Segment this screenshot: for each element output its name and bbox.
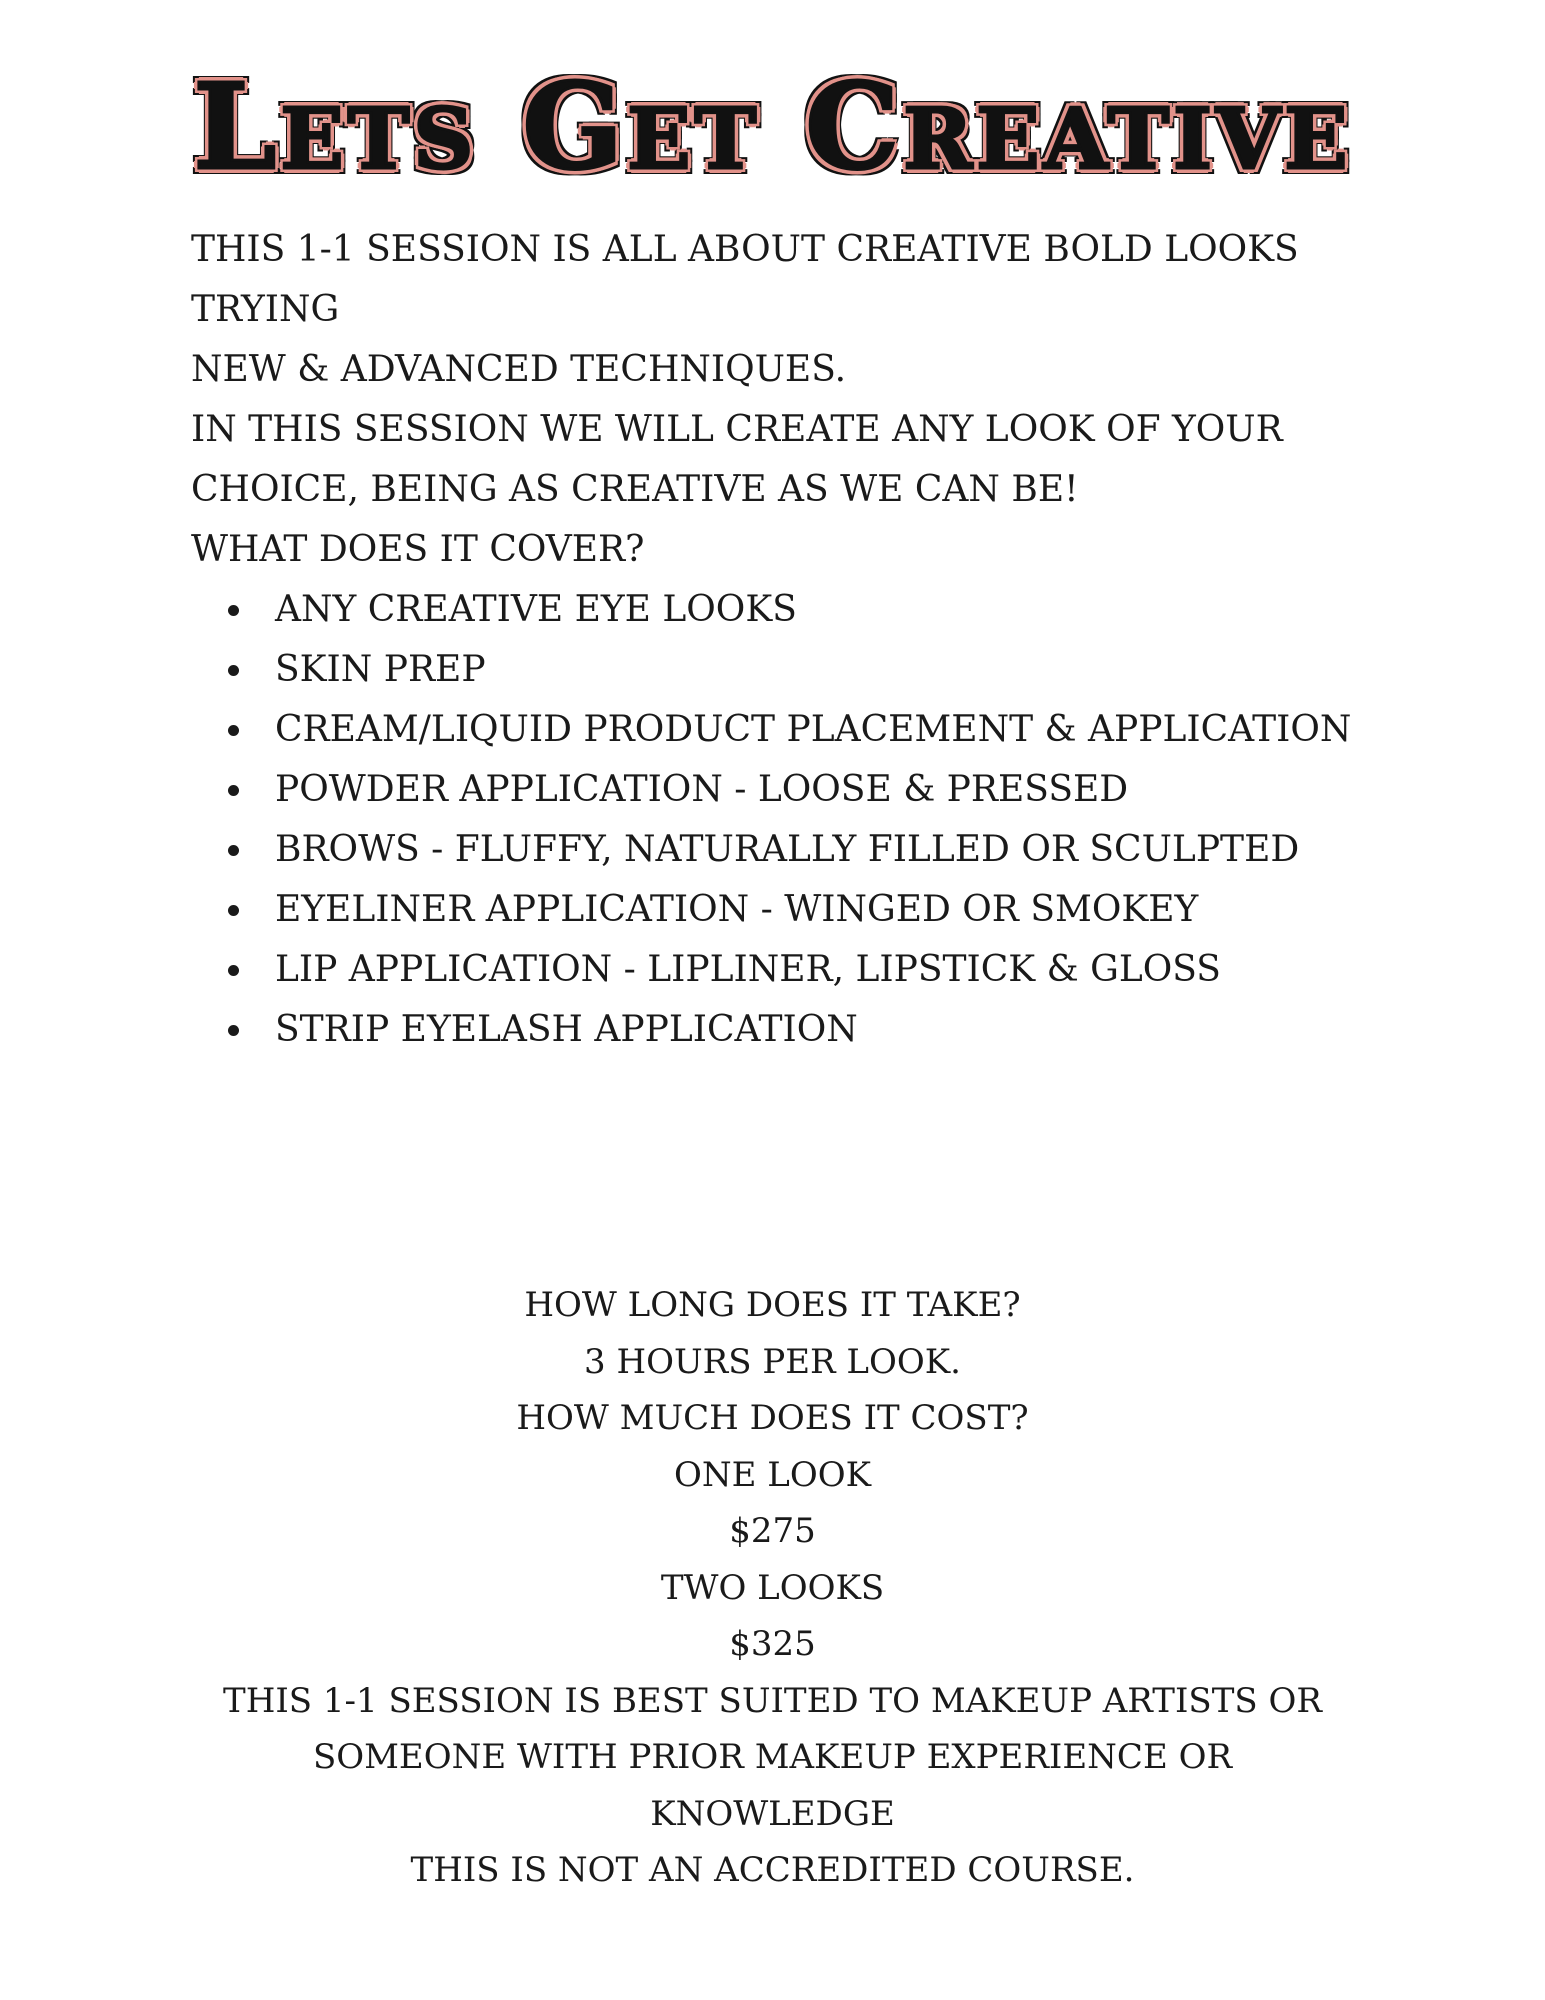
one-look-price: $275	[729, 1511, 816, 1551]
list-item	[275, 1000, 1371, 1060]
list-item	[275, 880, 1371, 940]
details-section	[0, 1277, 1545, 1899]
list-item	[275, 580, 1371, 640]
cover-list	[191, 580, 1371, 1060]
bullet-icon	[228, 665, 239, 676]
title-block	[0, 57, 1545, 196]
page-title: Lets Get Creative	[193, 57, 1352, 196]
list-item-text: STRIP EYELASH APPLICATION	[275, 1009, 858, 1050]
cost-question: HOW MUCH DOES IT COST?	[516, 1398, 1029, 1438]
intro-line: THIS 1-1 SESSION IS ALL ABOUT CREATIVE BOLD LOOKS	[191, 229, 1299, 270]
two-looks-label: TWO LOOKS	[660, 1567, 885, 1608]
list-item	[275, 760, 1371, 820]
list-item	[275, 640, 1371, 700]
intro-line: IN THIS SESSION WE WILL CREATE ANY LOOK OF YOUR	[191, 409, 1283, 450]
intro-line: TRYING	[191, 289, 340, 330]
list-item	[275, 820, 1371, 880]
duration-question: HOW LONG DOES IT TAKE?	[524, 1285, 1021, 1325]
suitability-line: THIS 1-1 SESSION IS BEST SUITED TO MAKEUP ARTISTS OR	[223, 1680, 1322, 1721]
list-item-text: SKIN PREP	[275, 649, 486, 690]
suitability-line: SOMEONE WITH PRIOR MAKEUP EXPERIENCE OR	[312, 1737, 1233, 1777]
list-item-text: EYELINER APPLICATION - WINGED OR SMOKEY	[275, 889, 1199, 930]
one-look-label: ONE LOOK	[674, 1454, 871, 1495]
list-item-text: ANY CREATIVE EYE LOOKS	[275, 589, 797, 630]
list-item-text: CREAM/LIQUID PRODUCT PLACEMENT & APPLICATION	[275, 709, 1352, 750]
list-item-text: POWDER APPLICATION - LOOSE & PRESSED	[275, 769, 1129, 810]
list-item	[275, 700, 1371, 760]
cover-heading: WHAT DOES IT COVER?	[191, 529, 645, 570]
bullet-icon	[228, 725, 239, 736]
duration-answer: 3 HOURS PER LOOK.	[584, 1341, 961, 1382]
bullet-icon	[228, 785, 239, 796]
two-looks-price: $325	[729, 1624, 816, 1664]
bullet-icon	[228, 1025, 239, 1036]
intro-section	[191, 220, 1371, 1060]
intro-line: CHOICE, BEING AS CREATIVE AS WE CAN BE!	[191, 469, 1079, 510]
accreditation-note: THIS IS NOT AN ACCREDITED COURSE.	[410, 1850, 1135, 1890]
intro-line: NEW & ADVANCED TECHNIQUES.	[191, 349, 847, 390]
list-item-text: LIP APPLICATION - LIPLINER, LIPSTICK & GLOSS	[275, 949, 1221, 990]
bullet-icon	[228, 605, 239, 616]
bullet-icon	[228, 905, 239, 916]
list-item	[275, 940, 1371, 1000]
bullet-icon	[228, 845, 239, 856]
bullet-icon	[228, 965, 239, 976]
suitability-line: KNOWLEDGE	[650, 1793, 895, 1834]
list-item-text: BROWS - FLUFFY, NATURALLY FILLED OR SCULPTED	[275, 829, 1300, 870]
